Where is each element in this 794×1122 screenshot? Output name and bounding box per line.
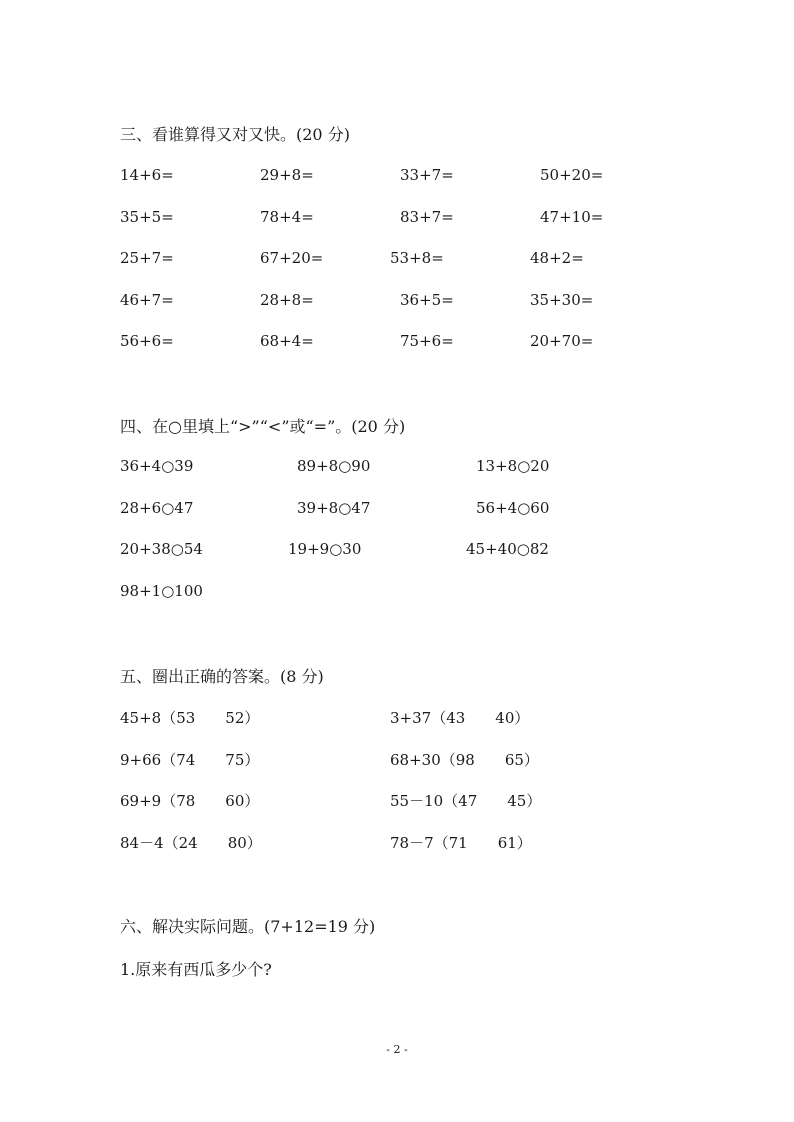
page-number: - 2 -	[386, 1043, 408, 1056]
arith-item: 75+6=	[400, 332, 454, 350]
compare-item: 39+8○47	[297, 499, 371, 517]
arith-item: 36+5=	[400, 291, 454, 309]
choice-item: 45+8（53 52）	[120, 709, 260, 727]
arith-item: 48+2=	[530, 249, 584, 267]
arith-item: 68+4=	[260, 332, 314, 350]
arith-item: 50+20=	[540, 166, 604, 184]
section-5-title: 五、圈出正确的答案。(8 分)	[120, 667, 324, 686]
compare-item: 28+6○47	[120, 499, 194, 517]
compare-item: 98+1○100	[120, 582, 203, 600]
arith-item: 47+10=	[540, 208, 604, 226]
arith-item: 29+8=	[260, 166, 314, 184]
arith-item: 46+7=	[120, 291, 174, 309]
arith-item: 28+8=	[260, 291, 314, 309]
choice-item: 9+66（74 75）	[120, 751, 260, 769]
arith-item: 33+7=	[400, 166, 454, 184]
section-6-title: 六、解决实际问题。(7+12=19 分)	[120, 917, 376, 936]
arith-item: 83+7=	[400, 208, 454, 226]
arith-item: 78+4=	[260, 208, 314, 226]
choice-item: 69+9（78 60）	[120, 792, 260, 810]
compare-item: 20+38○54	[120, 540, 203, 558]
compare-item: 89+8○90	[297, 457, 371, 475]
choice-item: 55－10（47 45）	[390, 792, 542, 810]
choice-item: 3+37（43 40）	[390, 709, 530, 727]
arith-item: 25+7=	[120, 249, 174, 267]
arith-item: 35+30=	[530, 291, 594, 309]
compare-item: 36+4○39	[120, 457, 194, 475]
compare-item: 19+9○30	[288, 540, 362, 558]
compare-item: 45+40○82	[466, 540, 549, 558]
arith-item: 56+6=	[120, 332, 174, 350]
choice-item: 78－7（71 61）	[390, 834, 532, 852]
choice-item: 68+30（98 65）	[390, 751, 539, 769]
section-4-title: 四、在○里填上“>”“<”或“=”。(20 分)	[120, 417, 406, 436]
section-3-title: 三、看谁算得又对又快。(20 分)	[120, 125, 350, 144]
arith-item: 14+6=	[120, 166, 174, 184]
compare-item: 13+8○20	[476, 457, 550, 475]
compare-item: 56+4○60	[476, 499, 550, 517]
arith-item: 67+20=	[260, 249, 324, 267]
choice-item: 84－4（24 80）	[120, 834, 262, 852]
arith-item: 35+5=	[120, 208, 174, 226]
arith-item: 53+8=	[390, 249, 444, 267]
arith-item: 20+70=	[530, 332, 594, 350]
question-1: 1.原来有西瓜多少个?	[120, 960, 272, 979]
